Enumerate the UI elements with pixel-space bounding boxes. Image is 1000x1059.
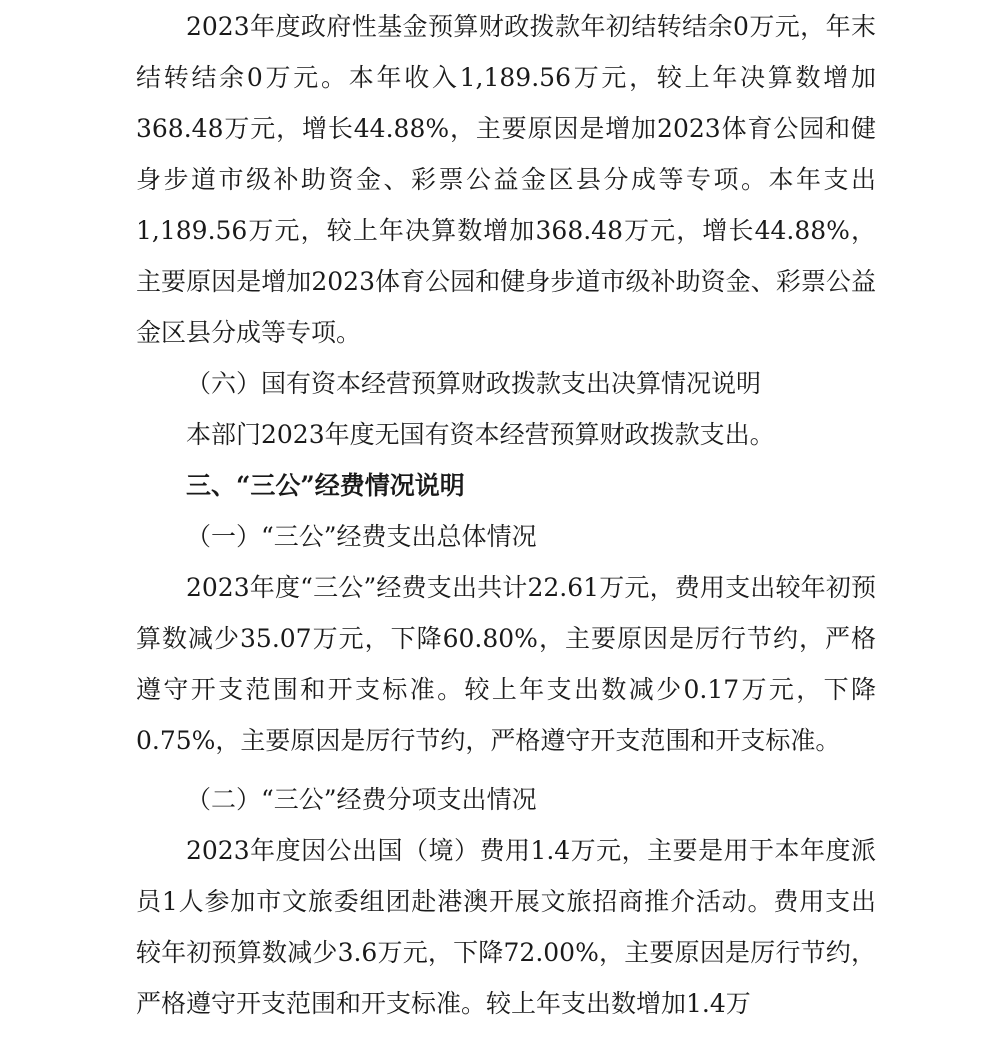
document-page — [136, 0, 876, 1029]
heading-state-capital: （六）国有资本经营预算财政拨款支出决算情况说明 — [186, 369, 762, 398]
paragraph-no-state-capital: 本部门2023年度无国有资本经营预算财政拨款支出。 — [186, 420, 775, 449]
paragraph-overall-expenditure: 2023年度“三公”经费支出共计22.61万元，费用支出较年初预算数减少35.07万元，下降60.80%，主要原因是厉行节约，严格遵守开支范围和开支标准。较上年支出数减少0.17万元，下降0.75%，主要原因是厉行节约，严格遵守开支范围和开支标准。 — [136, 573, 876, 755]
paragraph-fund-budget: 2023年度政府性基金预算财政拨款年初结转结余0万元，年末结转结余0万元。本年收入1,189.56万元，较上年决算数增加368.48万元，增长44.88%，主要原因是增加2023体育公园和健身步道市级补助资金、彩票公益金区县分成等专项。本年支出1,189.56万元，较上年决算数增加368.48万元，增长44.88%，主要原因是增加2023体育公园和健身步道市级补助资金、彩票公益金区县分成等专项。 — [136, 12, 876, 347]
heading-overall-expenditure: （一）“三公”经费支出总体情况 — [186, 522, 537, 551]
heading-three-public: 三、“三公”经费情况说明 — [186, 471, 465, 500]
paragraph-overseas-travel: 2023年度因公出国（境）费用1.4万元，主要是用于本年度派员1人参加市文旅委组团赴港澳开展文旅招商推介活动。费用支出较年初预算数减少3.6万元，下降72.00%，主要原因是厉行节约，严格遵守开支范围和开支标准。较上年支出数增加1.4万 — [136, 836, 876, 1018]
heading-itemized-expenditure: （二）“三公”经费分项支出情况 — [186, 785, 537, 814]
